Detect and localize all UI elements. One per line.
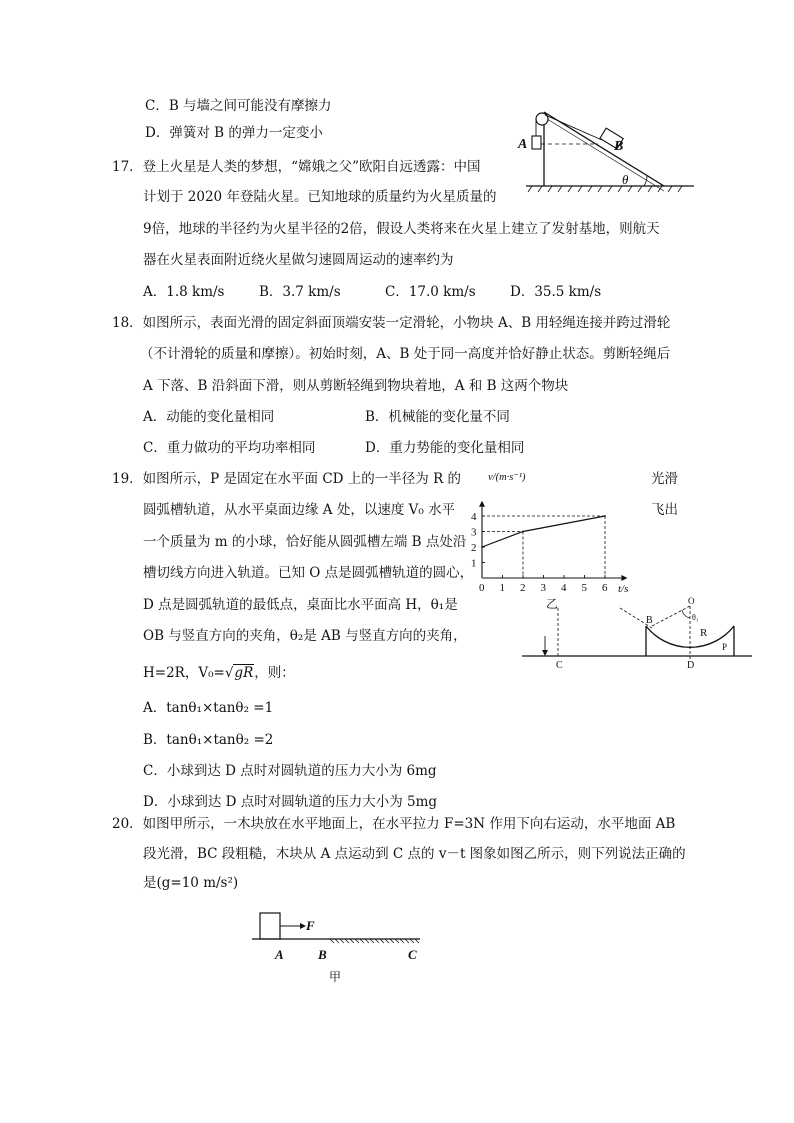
label-d: D <box>687 660 695 671</box>
y-tick-label: 3 <box>471 526 477 539</box>
q19-line-6: OB 与竖直方向的夹角，θ₂是 AB 与竖直方向的夹角， <box>143 628 467 644</box>
label-b: B <box>646 615 653 626</box>
q19-line-5: D 点是圆弧轨道的最低点，桌面比水平面高 H，θ₁是 <box>143 597 458 613</box>
label-o: O <box>688 596 695 606</box>
vt-series-line <box>482 516 605 547</box>
sqrt-expr: gR <box>234 665 254 681</box>
label-r: R <box>700 627 708 639</box>
label-theta: θ <box>622 172 629 187</box>
q19-line-1: 19．如图所示，P 是固定在水平面 CD 上的一半径为 R 的 <box>112 471 462 487</box>
circular-groove-figure <box>520 598 755 678</box>
vt-data-point <box>522 531 524 533</box>
q20-line-1: 20．如图甲所示，一木块放在水平地面上，在水平拉力 F=3N 作用下向右运动，水平地面 AB <box>112 816 676 832</box>
sqrt-sign: √ <box>224 665 234 681</box>
q18-option-b: B．机械能的变化量不同 <box>365 409 510 425</box>
x-tick-label: 3 <box>540 582 546 594</box>
q18-option-d: D．重力势能的变化量相同 <box>365 440 525 456</box>
x-tick-label: 6 <box>602 582 608 594</box>
q17-line-3: 9倍，地球的半径约为火星半径的2倍，假设人类将来在火星上建立了发射基地，则航天 <box>143 221 660 237</box>
label-b: B <box>318 947 327 962</box>
q17-option-c: C．17.0 km/s <box>385 284 476 300</box>
q18-line-1: 18．如图所示，表面光滑的固定斜面顶端安装一定滑轮，小物块 A、B 用轻绳连接并跨过滑轮 <box>112 315 671 331</box>
q18-line-3: A 下落、B 沿斜面下滑，则从剪断轻绳到物块着地，A 和 B 这两个物块 <box>143 378 569 394</box>
vt-chart <box>468 468 648 611</box>
q17-line-2: 计划于 2020 年登陆火星。已知地球的质量约为火星质量的 <box>143 189 497 205</box>
q19-right-fragment-2: 飞出 <box>651 502 678 518</box>
wood-block <box>260 913 280 939</box>
chart-caption: 乙 <box>546 597 559 611</box>
y-tick-label: 4 <box>471 511 477 523</box>
q19-line-4: 槽切线方向进入轨道。已知 O 点是圆弧槽轨道的圆心， <box>143 565 474 581</box>
q19-line-7 <box>143 664 295 682</box>
q20-line-3: 是(g=10 m/s²) <box>143 875 239 891</box>
q19-option-b: B．tanθ₁×tanθ₂ =2 <box>143 732 274 748</box>
x-tick-label: 0 <box>479 582 485 594</box>
block-a <box>532 136 541 149</box>
y-axis-arrow <box>479 501 485 507</box>
q16-option-c: C．B 与墙之间可能没有摩擦力 <box>145 98 332 114</box>
label-f: F <box>306 918 315 933</box>
label-b: B <box>614 139 624 154</box>
q19-right-fragment-1: 光滑 <box>651 471 678 487</box>
x-axis-arrow <box>621 575 627 581</box>
x-tick-label: 1 <box>499 582 505 594</box>
y-tick-label: 1 <box>471 557 477 570</box>
x-tick-label: 4 <box>561 582 567 594</box>
label-a: A <box>275 947 284 962</box>
q18-option-c: C．重力做功的平均功率相同 <box>143 440 316 456</box>
incline-pulley-figure <box>518 104 698 194</box>
q19-option-d: D．小球到达 D 点时对圆轨道的压力大小为 5mg <box>143 794 438 810</box>
q17-line-4: 器在火星表面附近绕火星做匀速圆周运动的速率约为 <box>143 252 454 268</box>
figure-caption: 甲 <box>329 970 342 984</box>
incline-surface <box>544 112 664 186</box>
q18-option-a: A．动能的变化量相同 <box>143 409 275 425</box>
q19-then-text: ，则： <box>254 665 295 681</box>
q20-line-2: 段光滑，BC 段粗糙，木块从 A 点运动到 C 点的 v－t 图象如图乙所示，则下列说法正确的 <box>143 846 686 862</box>
q19-option-a: A．tanθ₁×tanθ₂ =1 <box>143 700 274 716</box>
label-c: C <box>556 660 563 671</box>
figure-jia <box>248 908 438 988</box>
q19-condition-text: H=2R，V₀= <box>143 665 225 681</box>
y-tick-label: 2 <box>471 542 477 554</box>
q16-option-d: D．弹簧对 B 的弹力一定变小 <box>145 125 323 141</box>
x-tick-label: 5 <box>581 582 587 594</box>
chart-xlabel: t/s <box>618 583 629 595</box>
q19-line-2: 圆弧槽轨道，从水平桌面边缘 A 处，以速度 V₀ 水平 <box>143 502 456 518</box>
label-theta1: θ₁ <box>692 613 699 622</box>
q18-line-2: （不计滑轮的质量和摩擦）。初始时刻，A、B 处于同一高度并恰好静止状态。剪断轻绳后 <box>140 346 671 362</box>
x-tick-label: 2 <box>520 582 526 594</box>
q17-option-d: D．35.5 km/s <box>510 284 602 300</box>
q17-option-a: A．1.8 km/s <box>143 284 225 300</box>
rope <box>545 115 602 140</box>
label-p: P <box>722 642 728 652</box>
q19-line-3: 一个质量为 m 的小球，恰好能从圆弧槽左端 B 点处沿 <box>143 534 467 550</box>
q17-option-b: B．3.7 km/s <box>259 284 341 300</box>
q17-line-1: 17．登上火星是人类的梦想，“嫦娥之父”欧阳自远透露：中国 <box>112 159 481 175</box>
pulley <box>536 113 548 125</box>
chart-ylabel: v/(m·s⁻¹) <box>488 472 526 483</box>
label-c: C <box>408 947 417 962</box>
radius-ob <box>652 606 690 626</box>
vt-data-point <box>604 515 606 517</box>
q19-option-c: C．小球到达 D 点时对圆轨道的压力大小为 6mg <box>143 763 437 779</box>
label-a: A <box>518 137 528 152</box>
